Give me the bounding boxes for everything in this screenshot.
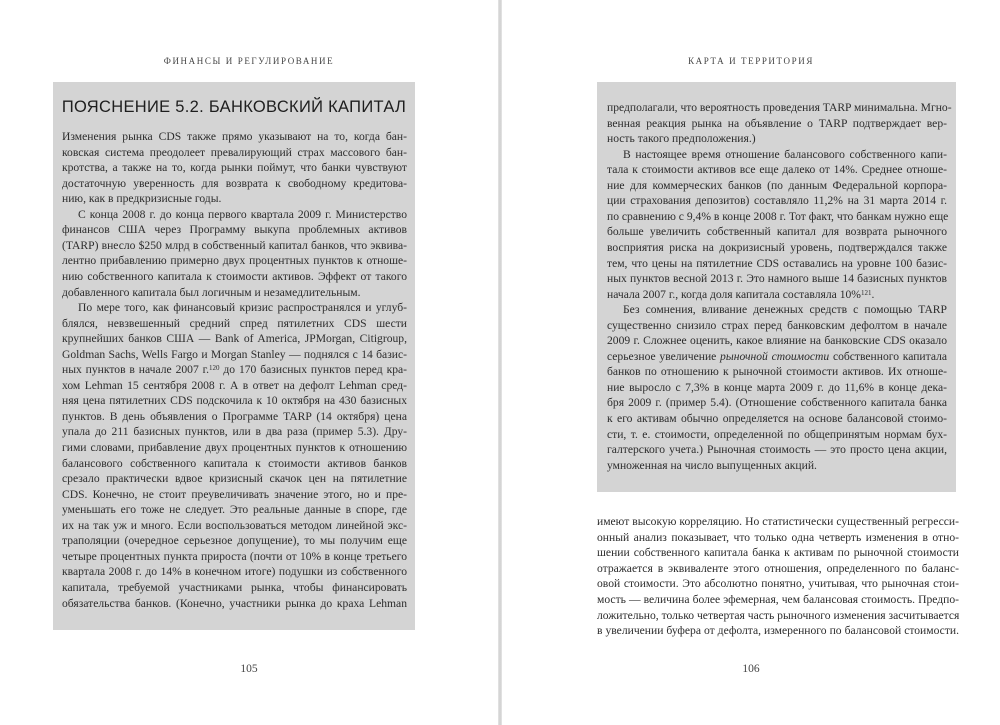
text-line: няя цена пятилетних CDS подскочила к 10 октября на 430 базисных xyxy=(62,394,407,408)
explanation-box-continued xyxy=(597,82,956,492)
text-line: имеют высокую корреляцию. Но статистически существенный регресси- xyxy=(597,515,959,528)
text-line: квартала 2008 г. до 14% в конечном итоге) подушки из собственного xyxy=(62,565,407,579)
text-line: шении собственного капитала банка к активам по рыночной стоимости xyxy=(597,546,959,560)
footnote-ref: 121 xyxy=(860,288,872,297)
text-line: С конца 2008 г. до конца первого квартала 2009 г. Министерство xyxy=(78,207,407,221)
text-line: начала 2007 г., когда доля капитала составляла 10%$^{121}$. xyxy=(607,287,875,301)
text-line: ции страхования депозитов) составляло 11,2% на 31 марта 2014 г. xyxy=(607,194,947,208)
text-line: галтерского учета.) Рыночная стоимость — это просто цена акции, xyxy=(607,443,947,457)
text-line: умноженная на число выпущенных акций. xyxy=(607,458,817,472)
text-line: ковская система преодолеет превалирующий страх массового бан- xyxy=(62,145,407,159)
text-line: Без сомнения, вливание денежных средств с помощью TARP xyxy=(623,303,947,317)
text-line: обязательства банков. (Конечно, участники рынка до краха Lehman xyxy=(62,596,407,610)
text-line: уменьшать его тоже не следует. Это реальные данные в споре, где xyxy=(62,503,407,517)
text-line: отражается в эквиваленте этого отношения, определенного по баланс- xyxy=(597,561,959,575)
text-line: сти, т. е. стоимости, определенной по общепринятым нормам бух- xyxy=(607,427,947,441)
text-line: Изменения рынка CDS также прямо указывают на то, когда бан- xyxy=(62,130,407,143)
text-line: ных пунктов в начале 2007 г.$^{120}$ до 170 базисных пунктов перед кра- xyxy=(62,363,408,377)
left-page xyxy=(0,0,498,725)
text-line: серьезное увеличение рыночной стоимости собственного капитала xyxy=(607,349,948,363)
text-line: нию, как в предкризисные годы. xyxy=(62,192,222,206)
text-line: венная реакция рынка на объявление о TARP подтверждает вер- xyxy=(607,116,947,130)
text-line: достаточную уверенность для возврата к свободному кредитова- xyxy=(62,176,407,190)
text-line: овой стоимости. Это абсолютно понятно, учитывая, что рыночная стои- xyxy=(597,577,959,591)
text-line: бря 2009 г. (пример 5.4). (Отношение собственного капитала банка xyxy=(607,396,947,410)
text-line: ность такого предположения.) xyxy=(607,132,756,146)
page-number-right: 106 xyxy=(742,663,760,675)
text-line: ложительно, только четвертая часть рыночного изменения засчитывается xyxy=(597,608,960,622)
text-line: существенно снизило страх перед банковским дефолтом в начале xyxy=(607,318,947,332)
text-line: ных пунктов весной 2013 г. Это намного выше 14 базисных пунктов xyxy=(607,272,947,286)
text-line: По мере того, как финансовый кризис распространялся и углуб- xyxy=(78,301,407,315)
text-line: банков по отношению к рыночной стоимости активов. Их отноше- xyxy=(607,365,947,379)
text-line: гими словами, прибавление двух процентных пунктов к отношению xyxy=(62,441,407,454)
text-line: финансов США через Программу выкупа проблемных активов xyxy=(62,223,407,237)
text-line: больше увеличить собственный капитал для возврата рыночного xyxy=(607,225,947,239)
text-line: тала к стоимости активов все еще далеко от 14%. Среднее отноше- xyxy=(607,163,947,177)
text-line: предполагали, что вероятность проведения TARP минимальна. Мгно- xyxy=(607,101,952,114)
running-head-left: ФИНАНСЫ И РЕГУЛИРОВАНИЕ xyxy=(163,56,335,66)
box-title: ПОЯСНЕНИЕ 5.2. БАНКОВСКИЙ КАПИТАЛ xyxy=(61,98,407,116)
text-line: по сравнению с 9,4% в конце 2008 г. Тот факт, что банкам нужно еще xyxy=(607,209,949,223)
text-line: балансового собственного капитала к стоимости активов банков xyxy=(62,456,407,470)
text-line: капитала, требуемой участниками рынка, чтобы финансировать xyxy=(62,580,407,594)
text-line: ние для коммерческих банков (по данным Федеральной корпора- xyxy=(607,178,947,192)
text-line: кротства, а также на то, когда рынки поймут, что банки чувствуют xyxy=(62,161,407,175)
text-line: восприятия риска на докризисный уровень, подтверждался также xyxy=(607,240,947,254)
text-line: в увеличении буфера от дефолта, измеренного по балансовой стоимости. xyxy=(597,624,959,638)
text-line: Goldman Sachs, Wells Fargo и Morgan Stanley — поднялся с 14 базис- xyxy=(62,347,407,361)
text-line: добавленного капитала был логичным и незамедлительным. xyxy=(62,285,361,299)
text-line: онный анализ показывает, что только одна четверть изменения в отно- xyxy=(597,530,959,544)
text-line: срезало практически вдвое кризисный скачок цен на пятилетние xyxy=(62,472,407,486)
text-line: блялся, невзвешенный средний спред пятилетних CDS шести xyxy=(62,316,407,330)
footnote-ref: 120 xyxy=(209,364,220,373)
text-line: ние выросло с 7,3% в конце марта 2009 г. до 11,6% в конце дека- xyxy=(607,380,947,394)
text-line: к его активам обычно определяется на основе балансовой стоимо- xyxy=(607,412,947,425)
explanation-box xyxy=(53,82,415,630)
text-line: упала до 211 базисных пунктов, или в два раза (пример 5.3). Дру- xyxy=(62,425,407,439)
text-line: В настоящее время отношение балансового собственного капи- xyxy=(623,147,947,161)
text-line: тем, что цены на пятилетние CDS оставались на уровне 100 базис- xyxy=(607,256,947,270)
text-line: траполяции (очередное серьезное допущение), то мы получим еще xyxy=(62,534,407,548)
right-page xyxy=(502,0,1000,725)
text-line: лентно прибавлению примерно двух процентных пунктов к отноше- xyxy=(62,254,407,268)
text-line: 2009 г. Сложнее оценить, какое влияние на банковские CDS оказало xyxy=(607,334,947,348)
text-line: хом Lehman 15 сентября 2008 г. А в ответ на дефолт Lehman сред- xyxy=(62,378,407,392)
page-number-left: 105 xyxy=(240,663,258,675)
text-line: (TARP) внесло $250 млрд в собственный капитал банков, что эквива- xyxy=(62,238,407,252)
text-line: пунктов. В день объявления о Программе TARP (14 октября) цена xyxy=(62,409,407,423)
text-line: крупнейших банков США — Bank of America, JPMorgan, Citigroup, xyxy=(62,332,407,346)
text-line: их на так уж и много. Если воспользоваться методом линейной экс- xyxy=(62,518,407,532)
text-line: мость — величина более эфемерная, чем балансовая стоимость. Предпо- xyxy=(597,593,959,606)
running-head-right: КАРТА И ТЕРРИТОРИЯ xyxy=(688,56,814,66)
text-line: четыре процентных пункта прироста (почти от 10% в конце третьего xyxy=(62,549,407,563)
text-line: CDS. Конечно, не стоит преувеличивать значение этого, но и пре- xyxy=(62,487,407,501)
text-line: нию собственного капитала к стоимости активов. Эффект от такого xyxy=(62,269,407,283)
